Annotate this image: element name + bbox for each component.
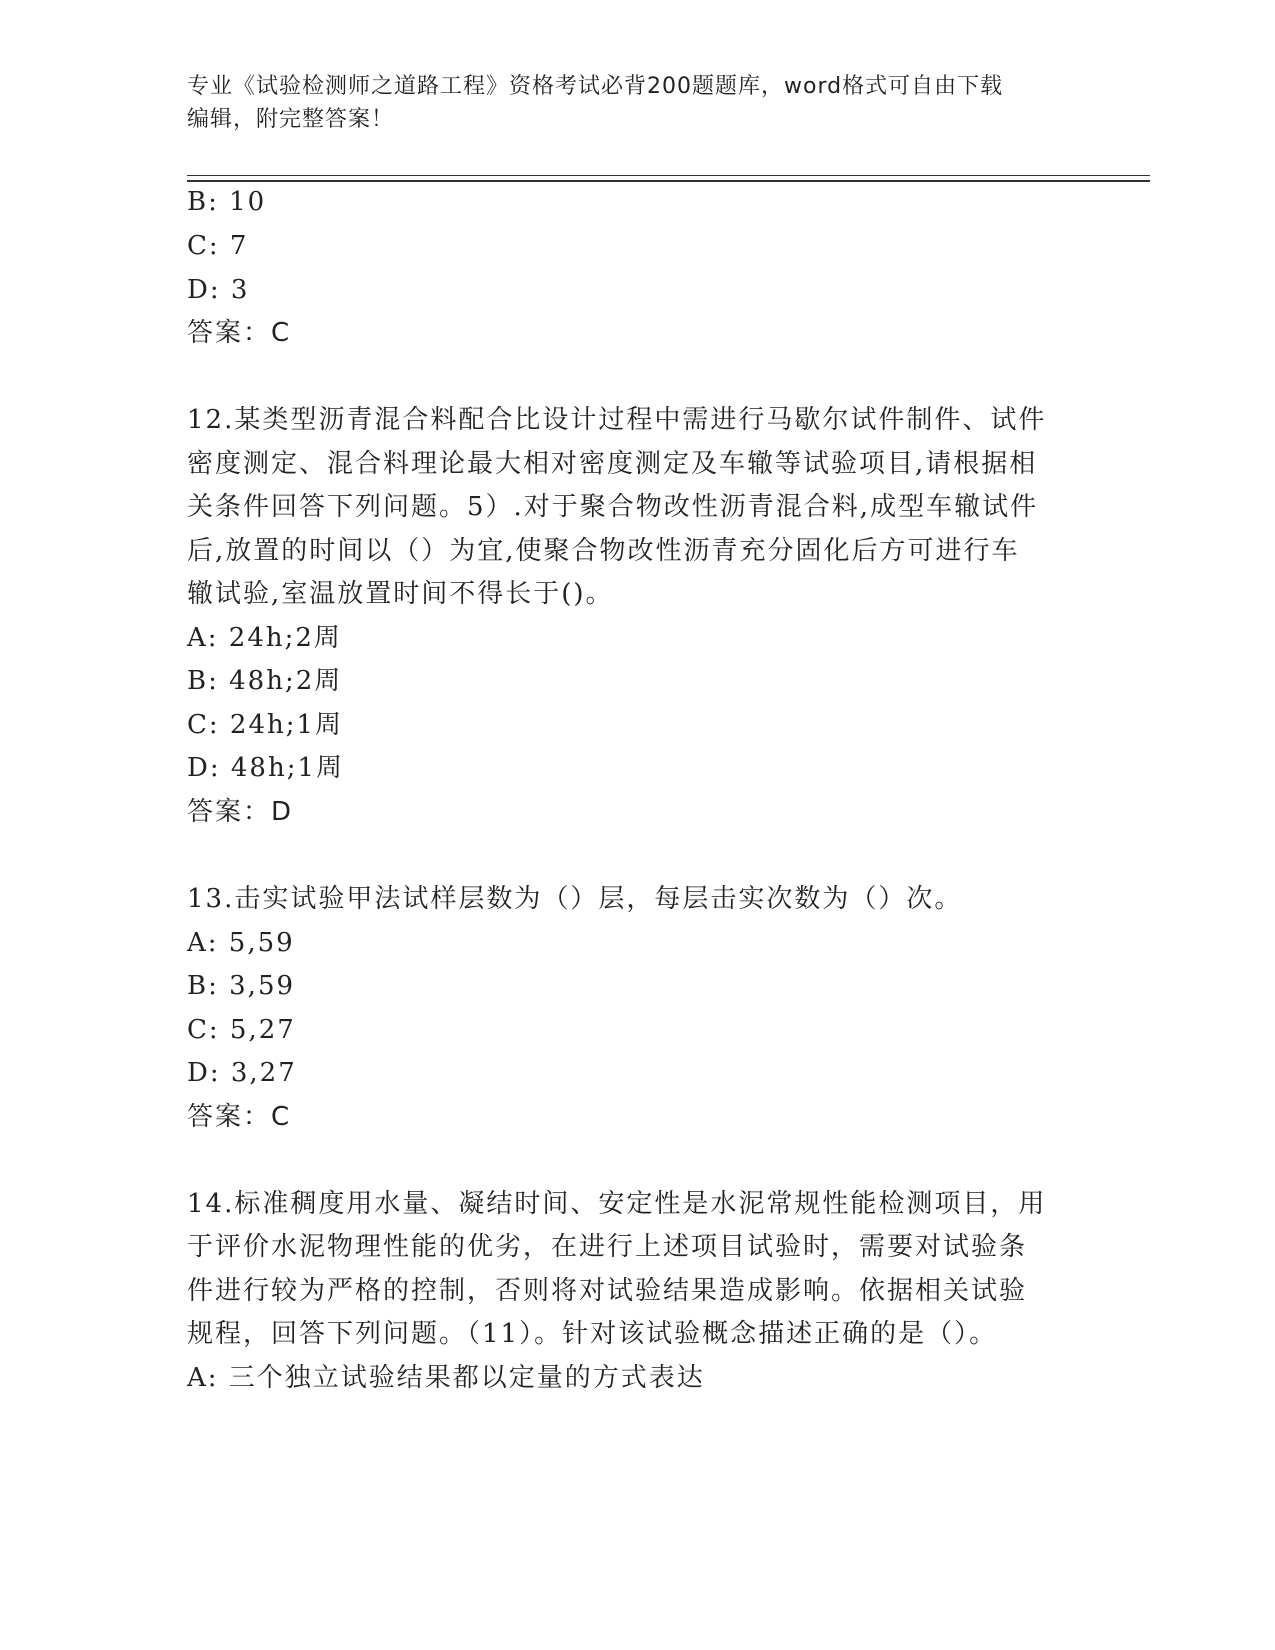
q13-option-d: D: 3,27 bbox=[187, 1058, 297, 1088]
q12-stem-line-3: 关条件回答下列问题。5）.对于聚合物改性沥青混合料,成型车辙试件 bbox=[187, 492, 1039, 522]
q13-stem-line-1: 13.击实试验甲法试样层数为（）层，每层击实次数为（）次。 bbox=[187, 884, 963, 914]
q14-stem-line-4: 规程，回答下列问题。（11）。针对该试验概念描述正确的是（）。 bbox=[187, 1319, 998, 1349]
header-line-1: 专业《试验检测师之道路工程》资格考试必背200题题库，word格式可自由下载 bbox=[187, 74, 1004, 99]
page-header bbox=[187, 70, 1067, 136]
q12-option-c: C: 24h;1周 bbox=[187, 710, 344, 740]
q12-stem-line-2: 密度测定、混合料理论最大相对密度测定及车辙等试验项目,请根据相 bbox=[187, 449, 1038, 479]
q14-option-a: A: 三个独立试验结果都以定量的方式表达 bbox=[187, 1363, 705, 1393]
q13-answer: 答案：C bbox=[187, 1102, 292, 1132]
q11-option-b: B: 10 bbox=[187, 187, 267, 217]
q11-option-d: D: 3 bbox=[187, 275, 250, 305]
q14-stem-line-1: 14.标准稠度用水量、凝结时间、安定性是水泥常规性能检测项目，用 bbox=[187, 1189, 1047, 1219]
q13-option-b: B: 3,59 bbox=[187, 971, 296, 1001]
q13-option-a: A: 5,59 bbox=[187, 928, 295, 958]
q11-answer: 答案：C bbox=[187, 318, 292, 348]
q12-stem-line-4: 后,放置的时间以（）为宜,使聚合物改性沥青充分固化后方可进行车 bbox=[187, 536, 1020, 566]
q12-option-d: D: 48h;1周 bbox=[187, 753, 345, 783]
q12-option-a: A: 24h;2周 bbox=[187, 623, 342, 653]
q11-option-c: C: 7 bbox=[187, 231, 249, 261]
q12-answer: 答案：D bbox=[187, 797, 294, 827]
header-line-2: 编辑，附完整答案！ bbox=[187, 107, 395, 132]
q12-option-b: B: 48h;2周 bbox=[187, 666, 343, 696]
q12-stem-line-5: 辙试验,室温放置时间不得长于()。 bbox=[187, 579, 614, 609]
q14-stem-line-3: 件进行较为严格的控制，否则将对试验结果造成影响。依据相关试验 bbox=[187, 1276, 1028, 1306]
q12-stem-line-1: 12.某类型沥青混合料配合比设计过程中需进行马歇尔试件制件、试件 bbox=[187, 405, 1047, 435]
header-divider-thin bbox=[187, 175, 1150, 176]
q13-option-c: C: 5,27 bbox=[187, 1015, 296, 1045]
header-divider-thick bbox=[187, 180, 1150, 182]
q14-stem-line-2: 于评价水泥物理性能的优劣，在进行上述项目试验时，需要对试验条 bbox=[187, 1232, 1028, 1262]
